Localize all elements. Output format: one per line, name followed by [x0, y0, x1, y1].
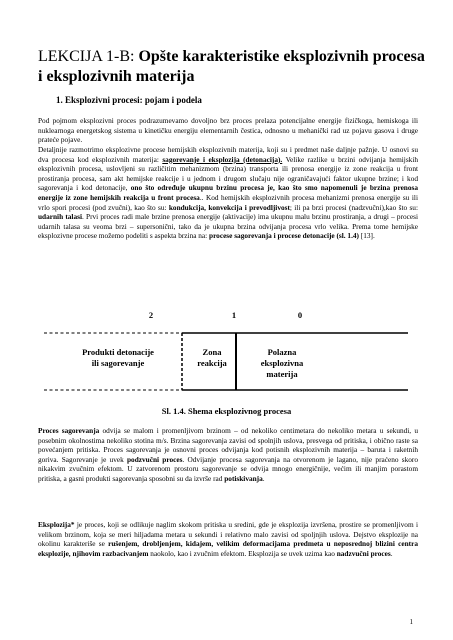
- page-number: 1: [409, 618, 413, 626]
- left-label-2: ili sagorevanje: [91, 358, 145, 368]
- mid-label-2: reakcija: [197, 358, 227, 368]
- mark-0: 0: [297, 310, 303, 320]
- mark-2: 2: [148, 310, 154, 320]
- section-heading: 1. Eksplozivni procesi: pojam i podela: [56, 95, 202, 105]
- paragraph-explosion: Eksplozija* je proces, koji se odlikuje naglim skokom pritiska u sredini, gde je eksplozija izvršena, prostire se promenljivom i velikom brzinom, koja se meri hiljadama metara u sekundi i relativno malo zavisi od spoljnjih uslova. Dejstvo eksplozije na okolinu karakteriše se rušenjem, drobljenjem, kidajem, velikim deformacijama predmeta u neposrednoj blizini centra eksplozije, njihovim razbacivanjem naokolo, kao i zvučnim efektom. Eksplozija se uvek uzima kao nadzvučni proces.: [38, 520, 418, 558]
- lesson-number: LEKCIJA 1-B:: [38, 48, 135, 65]
- explosive-process-diagram: [0, 300, 453, 400]
- lesson-title-text: Opšte karakteristike eksplozivnih procesa i eksplozivnih materija: [38, 48, 425, 85]
- paragraph-processes: Detaljnije razmotrimo eksplozivne procese hemijskih eksplozivnih materija, koji su i predmet naše dalјnje pažnje. U osnovi su dva procesa kod eksplozivnih materija: sagorevanje i eksplozija (detonacija). Velike razlike u brzini odvijanja hemijskih eksplozivnih procesa, uslovljeni su različitim mehanizmom (brzina) transporta ili prenosa energije iz zone reakcija u front prostiranja procesa, sam akt hemijske reakcije i u jednom i drugom slučaju nije ograničavajući faktor ukupne brzine; i kod sagorevanja i kod detonacije, ono što određuje ukupnu brzinu procesa je, kao što smo napomenuli je brzina prenosa energije iz zone hemijskih reakcija u front procesa.. Kod hemijskih eksplozivnih procesa mehanizmi prenosa energije su ili vrlo spori procesi (pod zvučni), kao što su: kondukcija, konvekcija i prevodljivost; ili pa brzi procesi (nadzvučni),kao što su: udarnih talasi. Prvi proces radi male brzine prenosa energije (aktivacije) ima ukupnu malu brzinu prostiranja, a drugi – procesi udarnih talasa su veoma brzi – supersonični, tako da je ukupna brzina odvijanja procesa vrlo velika. Prema tome hemijske eksplozivne procese možemo podeliti s aspekta brzina na: procese sagorevanja i procese detonacije (sl. 1.4) [13].: [38, 145, 419, 241]
- lesson-title: [38, 47, 428, 87]
- right-label-2: eksplozivna: [260, 358, 304, 368]
- paragraph-combustion: Proces sagorevanja odvija se malom i promenljivom brzinom – od nekoliko centimetara do nekoliko metara u sekundi, u posebnim okolnostima nekoliko stotina m/s. Brzina sagorevanja zavisi od spolnjih uslova, presvega od pritiska, i obično raste sa povećanjem pritiska. Proces sagorevanja je osnovni proces odvijanja kod potisnih eksplozivnih materija – baruta i raketnih goriva. Sagorevanje je uvek podzvučni proces. Odvijanje procesa sagorevanja na otvorenom je lagano, nije praćeno skoro nikakvim zvučnim efektom. U zatvorenom prostoru sagorevanje se odvija mnogo energičnije, većim ili manjim porastom pritiska, a gasni produkti sagorevanja sposobni su da izvrše rad potiskivanja.: [38, 426, 418, 483]
- left-label-1: Produkti detonacije: [82, 347, 154, 357]
- right-label-3: materija: [266, 369, 298, 379]
- paragraph-intro: Pod pojmom eksplozivni proces podrazumevamo dovoljno brz proces prelaza potencijalne energije fizičkoga, hemiskoga ili nuklearnoga energetskog sistema u kinetičku energiju elementarnih čestica, odnosno u mehanički rad uz pojavu gasova i drugе prateće pojave.: [38, 116, 418, 145]
- mid-label-1: Zona: [202, 347, 222, 357]
- mark-1: 1: [231, 310, 237, 320]
- figure-caption: Sl. 1.4. Shema eksplozivnog procesa: [161, 406, 292, 416]
- right-label-1: Polazna: [267, 347, 297, 357]
